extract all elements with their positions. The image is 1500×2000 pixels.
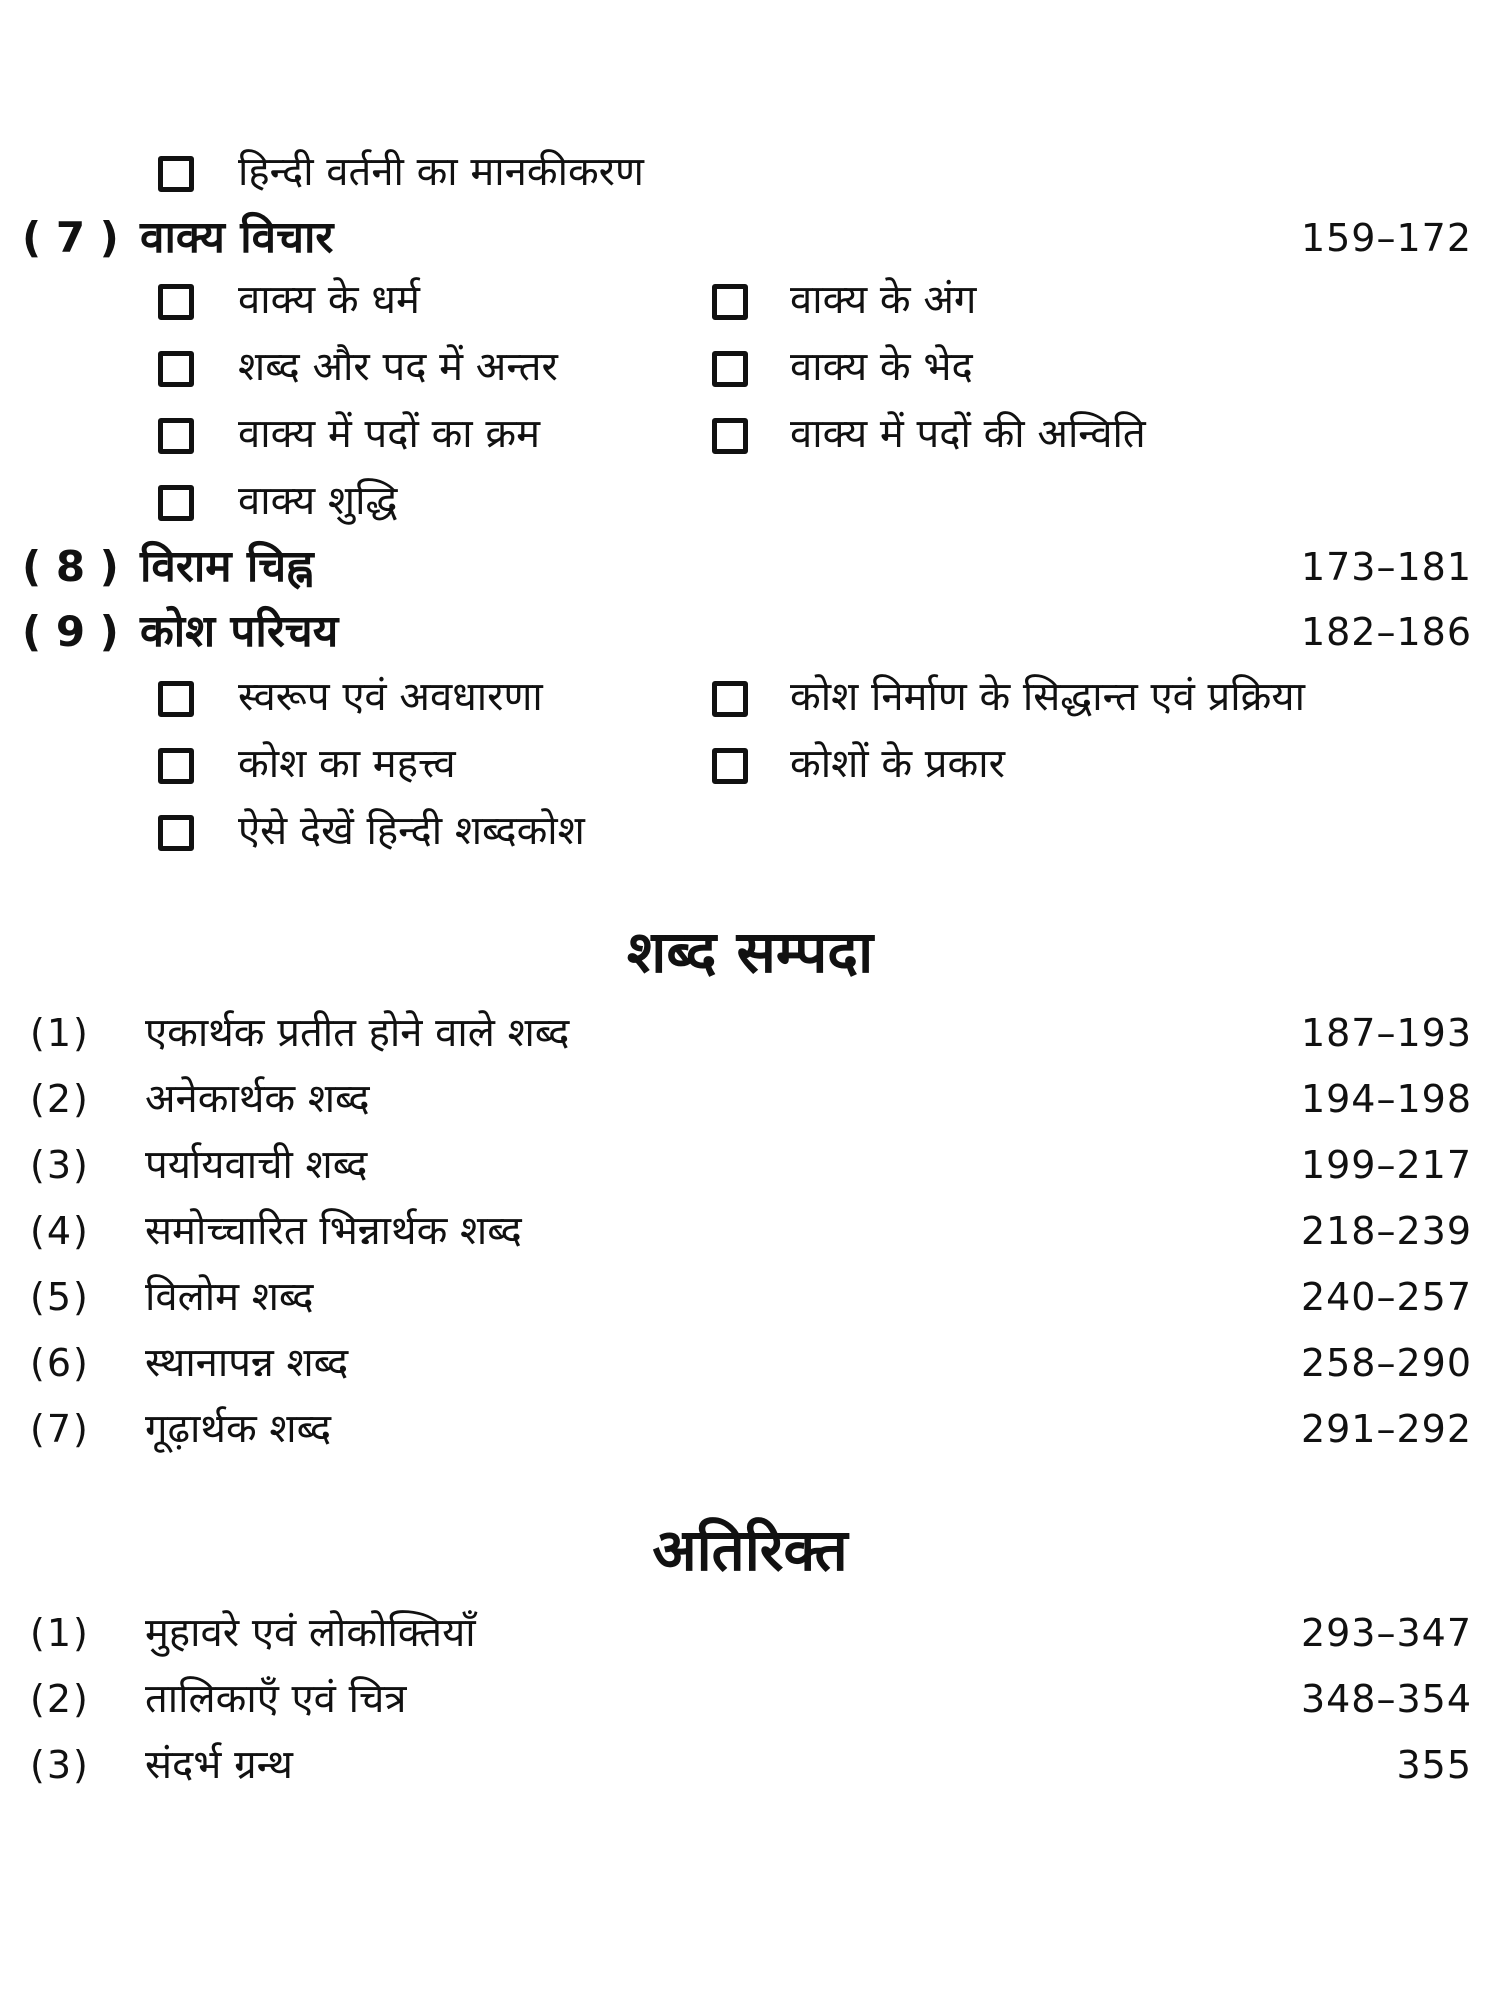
toc-bullet-row xyxy=(0,734,1500,794)
page-range: 218–239 xyxy=(1300,1209,1472,1253)
list-number: (2) xyxy=(30,1677,90,1721)
list-title: विलोम शब्द xyxy=(145,1274,314,1320)
toc-list-row xyxy=(0,1135,1500,1195)
section-heading: शब्द सम्पदा xyxy=(626,918,874,986)
bullet-text: वाक्य शुद्धि xyxy=(238,478,398,524)
checkbox-icon xyxy=(158,748,194,784)
toc-list-row xyxy=(0,1399,1500,1459)
page-range: 173–181 xyxy=(1300,545,1472,589)
checkbox-icon xyxy=(712,351,748,387)
checkbox-icon xyxy=(158,351,194,387)
toc-list-row xyxy=(0,1669,1500,1729)
list-number: (1) xyxy=(30,1611,90,1655)
list-number: (4) xyxy=(30,1209,90,1253)
list-title: अनेकार्थक शब्द xyxy=(145,1076,370,1122)
chapter-9-row xyxy=(0,602,1500,662)
checkbox-icon xyxy=(158,485,194,521)
page-range: 199–217 xyxy=(1300,1143,1472,1187)
chapter-number: ( 9 ) xyxy=(22,607,119,656)
checkbox-icon xyxy=(158,815,194,851)
chapter-title: कोश परिचय xyxy=(140,606,339,657)
list-title: समोच्चारित भिन्नार्थक शब्द xyxy=(145,1208,522,1254)
toc-list-row xyxy=(0,1003,1500,1063)
toc-bullet-row xyxy=(0,471,1500,531)
bullet-text: वाक्य के धर्म xyxy=(238,277,420,323)
page-range: 291–292 xyxy=(1300,1407,1472,1451)
chapter-7-row xyxy=(0,208,1500,268)
checkbox-icon xyxy=(712,284,748,320)
page-range: 194–198 xyxy=(1300,1077,1472,1121)
list-title: पर्यायवाची शब्द xyxy=(145,1142,368,1188)
list-number: (3) xyxy=(30,1143,90,1187)
page-range: 293–347 xyxy=(1300,1611,1472,1655)
list-title: संदर्भ ग्रन्थ xyxy=(145,1742,293,1788)
toc-bullet-row xyxy=(0,270,1500,330)
page-range: 159–172 xyxy=(1300,216,1472,260)
bullet-text: कोश का महत्त्व xyxy=(238,741,456,787)
bullet-text: हिन्दी वर्तनी का मानकीकरण xyxy=(238,149,644,195)
checkbox-icon xyxy=(158,681,194,717)
chapter-8-row xyxy=(0,537,1500,597)
section-heading: अतिरिक्त xyxy=(652,1516,848,1584)
page-range: 187–193 xyxy=(1300,1011,1472,1055)
bullet-text: कोशों के प्रकार xyxy=(790,741,1005,787)
page-range: 355 xyxy=(1396,1743,1472,1787)
toc-list-row xyxy=(0,1333,1500,1393)
checkbox-icon xyxy=(712,418,748,454)
page-range: 182–186 xyxy=(1300,610,1472,654)
page-range: 258–290 xyxy=(1300,1341,1472,1385)
bullet-text: वाक्य के भेद xyxy=(790,344,973,390)
list-title: एकार्थक प्रतीत होने वाले शब्द xyxy=(145,1010,570,1056)
list-number: (2) xyxy=(30,1077,90,1121)
list-number: (6) xyxy=(30,1341,90,1385)
toc-bullet-row xyxy=(0,142,1500,202)
chapter-number: ( 7 ) xyxy=(22,213,119,262)
list-title: गूढ़ार्थक शब्द xyxy=(145,1406,332,1452)
list-number: (7) xyxy=(30,1407,90,1451)
checkbox-icon xyxy=(712,748,748,784)
checkbox-icon xyxy=(158,418,194,454)
page-range: 240–257 xyxy=(1300,1275,1472,1319)
bullet-text: वाक्य के अंग xyxy=(790,277,977,323)
toc-list-row xyxy=(0,1201,1500,1261)
toc-list-row xyxy=(0,1735,1500,1795)
bullet-text: वाक्य में पदों का क्रम xyxy=(238,411,541,457)
list-title: स्थानापन्न शब्द xyxy=(145,1340,349,1386)
toc-bullet-row xyxy=(0,667,1500,727)
toc-bullet-row xyxy=(0,801,1500,861)
chapter-title: वाक्य विचार xyxy=(140,212,334,263)
toc-list-row xyxy=(0,1267,1500,1327)
checkbox-icon xyxy=(158,156,194,192)
checkbox-icon xyxy=(158,284,194,320)
list-title: मुहावरे एवं लोकोक्तियाँ xyxy=(145,1610,476,1656)
toc-bullet-row xyxy=(0,404,1500,464)
page-range: 348–354 xyxy=(1300,1677,1472,1721)
toc-list-row xyxy=(0,1603,1500,1663)
chapter-title: विराम चिह्न xyxy=(140,541,314,592)
list-title: तालिकाएँ एवं चित्र xyxy=(145,1676,407,1722)
chapter-number: ( 8 ) xyxy=(22,542,119,591)
toc-bullet-row xyxy=(0,337,1500,397)
bullet-text: ऐसे देखें हिन्दी शब्दकोश xyxy=(238,808,585,854)
bullet-text: कोश निर्माण के सिद्धान्त एवं प्रक्रिया xyxy=(790,674,1305,720)
list-number: (3) xyxy=(30,1743,90,1787)
bullet-text: शब्द और पद में अन्तर xyxy=(238,344,558,390)
list-number: (5) xyxy=(30,1275,90,1319)
checkbox-icon xyxy=(712,681,748,717)
list-number: (1) xyxy=(30,1011,90,1055)
bullet-text: स्वरूप एवं अवधारणा xyxy=(238,674,543,720)
toc-list-row xyxy=(0,1069,1500,1129)
bullet-text: वाक्य में पदों की अन्विति xyxy=(790,411,1146,457)
